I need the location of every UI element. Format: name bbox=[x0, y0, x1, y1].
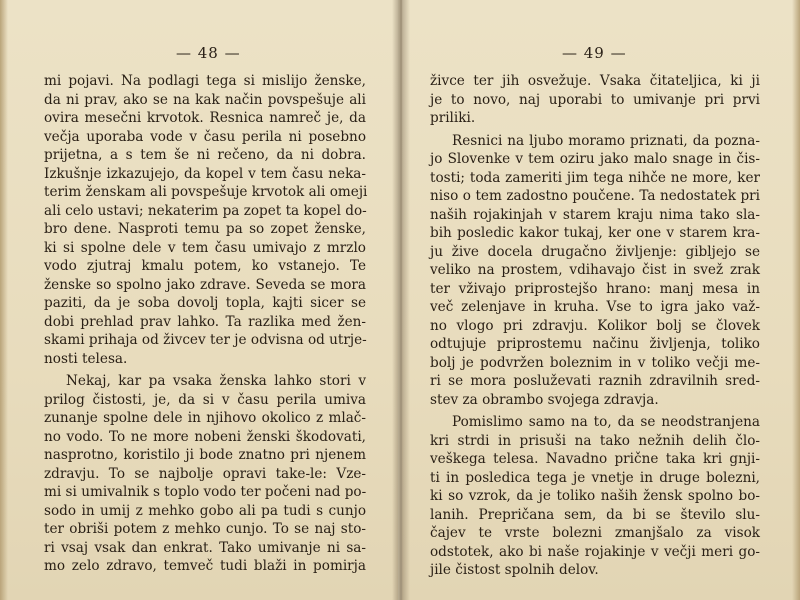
text-line: ter obriši potem z mehko cunjo. To se naj sto- bbox=[44, 521, 366, 537]
page-number-left: — 48 — bbox=[176, 44, 241, 62]
left-page-text bbox=[44, 72, 366, 580]
text-line: odtujuje priprostemu načinu življenja, toliko bbox=[430, 336, 760, 352]
text-line: več zelenjave in kruha. Vse to igra jako važ- bbox=[430, 299, 760, 315]
text-line: prilog čistosti, je, da si v času perila umiva bbox=[44, 391, 366, 408]
text-line: terim ženskam ali povspešuje krvotok ali omeji bbox=[44, 184, 368, 200]
text-line: priliki. bbox=[430, 110, 476, 126]
text-line: da ni prav, ako se na kak način povspešuje ali bbox=[44, 91, 366, 108]
text-line: lanih. Prepričana sem, da bi se število slu- bbox=[430, 506, 760, 523]
text-line: nasprotno, koristilo ji bode znatno pri njenem bbox=[44, 447, 366, 463]
page-edge-shadow bbox=[792, 0, 800, 600]
text-line: vodo zjutraj kmalu potem, ko vstanejo. Te bbox=[44, 258, 366, 274]
text-line: ti in posledica tega je vnetje in druge bolezni, bbox=[430, 469, 760, 486]
text-line: mi pojavi. Na podlagi tega si mislijo ženske, bbox=[44, 73, 366, 89]
text-line: je to novo, naj uporabi to umivanje pri prvi bbox=[430, 91, 760, 108]
text-line: bolj je podvržen boleznim in v toliko večji me- bbox=[430, 354, 760, 371]
book-gutter bbox=[392, 0, 410, 600]
text-line: ki so vzrok, da je toliko naših žensk spolno bo- bbox=[430, 488, 760, 504]
text-line: Pomislimo samo na to, da se neodstranjena bbox=[452, 414, 760, 430]
text-line: odstotek, ako bi naše rojakinje v večji meri go- bbox=[430, 543, 760, 560]
text-line: Nekaj, kar pa vsaka ženska lahko stori v bbox=[66, 373, 366, 389]
text-line: paziti, da je soba dovolj topla, kajti sicer se bbox=[44, 295, 366, 311]
paragraph bbox=[430, 132, 760, 410]
text-line: sodo in umij z mehko gobo ali pa tudi s cunjo bbox=[44, 502, 366, 519]
text-line: stev za obrambo svojega zdravja. bbox=[430, 391, 659, 408]
text-line: ali celo ustavi; nekaterim pa zopet ta kopel do- bbox=[44, 202, 367, 219]
text-line: jile čistost spolnih delov. bbox=[430, 562, 599, 578]
text-line: nosti telesa. bbox=[44, 350, 128, 367]
left-page bbox=[0, 0, 398, 600]
text-line: zdravju. To se najbolje opravi take-le: Vze- bbox=[44, 465, 366, 482]
paragraph bbox=[44, 72, 366, 368]
text-line: Izkušnje izkazujejo, da kopel v tem času neka- bbox=[44, 165, 366, 182]
text-line: veliko na prostem, vdihavajo čist in svež zrak bbox=[430, 262, 760, 278]
text-line: no vlogo pri zdravju. Kolikor bolj se človek bbox=[430, 317, 760, 334]
text-line: skami prihaja od živcev ter je odvisna od utrje- bbox=[44, 332, 367, 348]
text-line: naših rojakinjah v starem kraju nima tako sla- bbox=[430, 206, 760, 223]
text-line: ter vživajo priprostejšo hrano: manj mesa in bbox=[430, 280, 760, 297]
paragraph bbox=[430, 413, 760, 580]
text-line: dobi prehlad prav lahko. Ta razlika med žen- bbox=[44, 313, 366, 330]
text-line: Resnici na ljubo moramo priznati, da pozna- bbox=[452, 132, 760, 149]
text-line: prijetna, a s tem še ni rečeno, da ni dobra. bbox=[44, 147, 366, 163]
text-line: mi si umivalnik s toplo vodo ter počeni nad po- bbox=[44, 484, 367, 500]
text-line: čajev te vrste bolezni zmanjšalo za visok bbox=[430, 525, 760, 541]
text-line: jo Slovenke v tem oziru jako malo snage in čis- bbox=[430, 151, 760, 167]
text-line: bro dene. Nasproti temu pa so zopet ženske, bbox=[44, 221, 366, 237]
text-line: ki si spolne dele v tem času umivajo z mrzlo bbox=[44, 239, 366, 256]
text-line: ju žive docela drugačno življenje: gibljejo se bbox=[430, 243, 760, 260]
page-number-right: — 49 — bbox=[562, 44, 627, 62]
right-page bbox=[402, 0, 800, 600]
text-line: živce ter jih osvežuje. Vsaka čitateljica, ki ji bbox=[430, 73, 760, 89]
text-line: ovira mesečni krvotok. Resnica namreč je, da bbox=[44, 110, 366, 126]
text-line: niso o tem zadostno poučene. Ta nedostatek pri bbox=[430, 188, 760, 204]
text-line: ženske so spolno jako zdrave. Seveda se mora bbox=[44, 276, 366, 293]
text-line: bih posledic kakor tukaj, ker one v starem kra- bbox=[430, 225, 760, 241]
right-page-text bbox=[430, 72, 760, 584]
paragraph bbox=[44, 372, 366, 576]
text-line: tosti; toda zameriti jim tega nihče ne more, ker bbox=[430, 169, 760, 186]
text-line: kri strdi in prisuši na tako nežnih delih člo- bbox=[430, 432, 760, 449]
page-edge-shadow bbox=[0, 0, 8, 600]
text-line: ri vsaj vsak dan enkrat. Tako umivanje ni sa- bbox=[44, 539, 366, 556]
text-line: ri se mora posluževati raznih zdravilnih sred- bbox=[430, 373, 760, 389]
text-line: večja uporaba vode v času perila ni posebno bbox=[44, 128, 366, 145]
text-line: mo zelo zdravo, temveč tudi blaži in pomirja bbox=[44, 558, 366, 574]
text-line: no vodo. To ne more nobeni ženski škodovati, bbox=[44, 428, 366, 445]
paragraph bbox=[430, 72, 760, 128]
text-line: zunanje spolne dele in njihovo okolico z mlač- bbox=[44, 410, 366, 426]
text-line: veškega telesa. Navadno prične taka kri gnji- bbox=[430, 451, 760, 467]
